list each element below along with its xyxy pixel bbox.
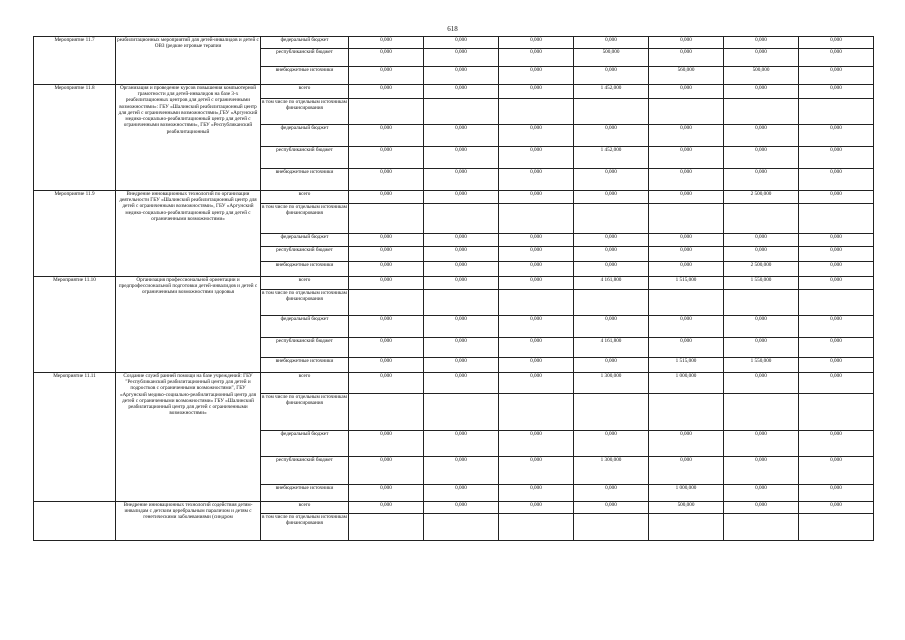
- event-description: Организация профессиональной ориентации и предпрофессиональной подготовки детей-инвалидов и детей с ограниченными возможностями здоровья: [116, 277, 261, 373]
- amount-cell: [574, 290, 649, 316]
- amount-cell: 0,000: [349, 262, 424, 277]
- amount-cell: 0,000: [424, 316, 499, 338]
- amount-cell: 0,000: [424, 457, 499, 485]
- amount-cell: 0,000: [499, 49, 574, 67]
- amount-cell: 500,000: [574, 49, 649, 67]
- amount-cell: 0,000: [574, 358, 649, 373]
- amount-cell: 0,000: [424, 191, 499, 204]
- amount-cell: 0,000: [649, 234, 724, 247]
- amount-cell: [724, 99, 799, 125]
- funding-source: в том числе по отдельным источникам финансирования: [261, 99, 349, 125]
- amount-cell: 0,000: [349, 485, 424, 502]
- funding-source: республиканский бюджет: [261, 457, 349, 485]
- amount-cell: 1 550,000: [724, 277, 799, 290]
- amount-cell: 0,000: [724, 125, 799, 147]
- amount-cell: 0,000: [649, 457, 724, 485]
- event-name: Мероприятие 11.8: [34, 85, 116, 191]
- amount-cell: [799, 394, 874, 431]
- amount-cell: 0,000: [349, 49, 424, 67]
- amount-cell: 0,000: [349, 358, 424, 373]
- amount-cell: 0,000: [724, 37, 799, 49]
- amount-cell: 1 000,000: [649, 373, 724, 394]
- amount-cell: 0,000: [499, 373, 574, 394]
- amount-cell: 0,000: [424, 67, 499, 85]
- amount-cell: 0,000: [574, 247, 649, 262]
- amount-cell: 0,000: [799, 373, 874, 394]
- amount-cell: 4 161,800: [574, 338, 649, 358]
- amount-cell: 0,000: [799, 247, 874, 262]
- funding-source: внебюджетные источники: [261, 169, 349, 191]
- amount-cell: 0,000: [649, 49, 724, 67]
- amount-cell: [574, 204, 649, 234]
- amount-cell: 0,000: [499, 234, 574, 247]
- amount-cell: [424, 394, 499, 431]
- amount-cell: 0,000: [724, 316, 799, 338]
- amount-cell: 0,000: [724, 85, 799, 99]
- amount-cell: 0,000: [799, 457, 874, 485]
- funding-source: всего: [261, 373, 349, 394]
- amount-cell: 2 500,000: [724, 191, 799, 204]
- event-description: Внедрение инновационных технологий по организации деятельности ГБУ «Шалинский реабилитационный центр для детей с ограниченными возможностями», ГБУ «Аргунский медико-социально-реабилитационный центр для детей с ограниченными возможностями»: [116, 191, 261, 277]
- funding-source: республиканский бюджет: [261, 49, 349, 67]
- event-name: [34, 502, 116, 541]
- amount-cell: 0,000: [424, 49, 499, 67]
- funding-source: федеральный бюджет: [261, 234, 349, 247]
- amount-cell: 0,000: [574, 169, 649, 191]
- amount-cell: 0,000: [424, 125, 499, 147]
- amount-cell: 0,000: [724, 147, 799, 169]
- amount-cell: [499, 394, 574, 431]
- funding-source: всего: [261, 191, 349, 204]
- amount-cell: 0,000: [499, 85, 574, 99]
- amount-cell: 0,000: [724, 431, 799, 457]
- amount-cell: [499, 204, 574, 234]
- funding-source: всего: [261, 277, 349, 290]
- amount-cell: [799, 514, 874, 541]
- funding-source: федеральный бюджет: [261, 125, 349, 147]
- amount-cell: 0,000: [724, 338, 799, 358]
- amount-cell: 0,000: [724, 457, 799, 485]
- amount-cell: 0,000: [649, 125, 724, 147]
- amount-cell: [724, 290, 799, 316]
- amount-cell: 0,000: [349, 191, 424, 204]
- amount-cell: 0,000: [499, 358, 574, 373]
- amount-cell: 1 452,000: [574, 147, 649, 169]
- amount-cell: 0,000: [349, 431, 424, 457]
- amount-cell: 0,000: [349, 457, 424, 485]
- amount-cell: 0,000: [349, 373, 424, 394]
- amount-cell: 0,000: [424, 277, 499, 290]
- amount-cell: 0,000: [349, 37, 424, 49]
- table-row: [34, 191, 874, 204]
- funding-source: в том числе по отдельным источникам финансирования: [261, 204, 349, 234]
- amount-cell: 0,000: [349, 169, 424, 191]
- amount-cell: 0,000: [649, 147, 724, 169]
- amount-cell: 4 161,800: [574, 277, 649, 290]
- amount-cell: 0,000: [424, 358, 499, 373]
- amount-cell: 1 000,000: [649, 485, 724, 502]
- amount-cell: 0,000: [574, 37, 649, 49]
- amount-cell: 0,000: [649, 431, 724, 457]
- amount-cell: 1 300,000: [574, 373, 649, 394]
- amount-cell: 0,000: [499, 147, 574, 169]
- amount-cell: 0,000: [574, 262, 649, 277]
- amount-cell: 0,000: [349, 247, 424, 262]
- event-name: Мероприятие 11.11: [34, 373, 116, 502]
- event-name: Мероприятие 11.10: [34, 277, 116, 373]
- amount-cell: [799, 99, 874, 125]
- amount-cell: 0,000: [649, 247, 724, 262]
- amount-cell: 0,000: [499, 485, 574, 502]
- funding-source: в том числе по отдельным источникам финансирования: [261, 394, 349, 431]
- funding-source: республиканский бюджет: [261, 338, 349, 358]
- amount-cell: 0,000: [724, 234, 799, 247]
- amount-cell: 0,000: [424, 234, 499, 247]
- amount-cell: 0,000: [799, 234, 874, 247]
- amount-cell: [724, 204, 799, 234]
- amount-cell: 0,000: [499, 277, 574, 290]
- amount-cell: 0,000: [424, 247, 499, 262]
- amount-cell: 0,000: [799, 358, 874, 373]
- funding-source: всего: [261, 85, 349, 99]
- amount-cell: 0,000: [349, 234, 424, 247]
- amount-cell: 0,000: [799, 485, 874, 502]
- amount-cell: [349, 394, 424, 431]
- amount-cell: 500,000: [724, 67, 799, 85]
- amount-cell: 0,000: [349, 316, 424, 338]
- amount-cell: 0,000: [349, 277, 424, 290]
- amount-cell: 0,000: [424, 169, 499, 191]
- amount-cell: [499, 99, 574, 125]
- amount-cell: 0,000: [499, 502, 574, 514]
- amount-cell: 0,000: [799, 85, 874, 99]
- amount-cell: [649, 290, 724, 316]
- amount-cell: [574, 99, 649, 125]
- event-name: Мероприятие 11.7: [34, 37, 116, 85]
- amount-cell: [424, 290, 499, 316]
- amount-cell: [499, 290, 574, 316]
- amount-cell: 2 500,000: [724, 262, 799, 277]
- amount-cell: [424, 514, 499, 541]
- amount-cell: 0,000: [799, 37, 874, 49]
- amount-cell: 0,000: [649, 85, 724, 99]
- amount-cell: 0,000: [649, 338, 724, 358]
- event-description: Внедрение инновационных технологий содействия детям-инвалидам с детским церебральным параличом и детям с генетическими заболеваниями (синдром: [116, 502, 261, 541]
- amount-cell: 0,000: [649, 262, 724, 277]
- amount-cell: 500,000: [649, 502, 724, 514]
- funding-source: в том числе по отдельным источникам финансирования: [261, 290, 349, 316]
- amount-cell: 0,000: [424, 147, 499, 169]
- amount-cell: 1 550,000: [724, 358, 799, 373]
- amount-cell: [649, 394, 724, 431]
- amount-cell: 0,000: [499, 67, 574, 85]
- amount-cell: 0,000: [349, 502, 424, 514]
- amount-cell: 0,000: [424, 262, 499, 277]
- amount-cell: 0,000: [499, 338, 574, 358]
- amount-cell: 0,000: [799, 191, 874, 204]
- funding-source: федеральный бюджет: [261, 316, 349, 338]
- amount-cell: [649, 514, 724, 541]
- amount-cell: 0,000: [574, 431, 649, 457]
- amount-cell: 0,000: [649, 191, 724, 204]
- amount-cell: 0,000: [799, 125, 874, 147]
- amount-cell: [424, 99, 499, 125]
- amount-cell: 0,000: [799, 502, 874, 514]
- funding-source: федеральный бюджет: [261, 37, 349, 49]
- amount-cell: 0,000: [424, 85, 499, 99]
- amount-cell: 1 300,000: [574, 457, 649, 485]
- amount-cell: 0,000: [499, 457, 574, 485]
- amount-cell: 0,000: [349, 338, 424, 358]
- amount-cell: 0,000: [799, 316, 874, 338]
- amount-cell: [349, 290, 424, 316]
- amount-cell: [424, 204, 499, 234]
- amount-cell: 0,000: [724, 373, 799, 394]
- amount-cell: [574, 394, 649, 431]
- amount-cell: [724, 514, 799, 541]
- amount-cell: 0,000: [574, 125, 649, 147]
- page-number: 618: [447, 25, 458, 33]
- amount-cell: 0,000: [424, 37, 499, 49]
- funding-source: внебюджетные источники: [261, 262, 349, 277]
- event-name: Мероприятие 11.9: [34, 191, 116, 277]
- amount-cell: [349, 514, 424, 541]
- amount-cell: 0,000: [724, 49, 799, 67]
- amount-cell: 0,000: [799, 338, 874, 358]
- amount-cell: 0,000: [724, 502, 799, 514]
- amount-cell: 0,000: [424, 485, 499, 502]
- amount-cell: 0,000: [424, 502, 499, 514]
- amount-cell: [349, 99, 424, 125]
- amount-cell: [574, 514, 649, 541]
- funding-source: в том числе по отдельным источникам финансирования: [261, 514, 349, 541]
- amount-cell: 0,000: [349, 125, 424, 147]
- amount-cell: 0,000: [799, 277, 874, 290]
- amount-cell: 0,000: [574, 191, 649, 204]
- amount-cell: [724, 394, 799, 431]
- amount-cell: 0,000: [499, 262, 574, 277]
- funding-source: республиканский бюджет: [261, 247, 349, 262]
- amount-cell: 0,000: [799, 169, 874, 191]
- amount-cell: 1 452,000: [574, 85, 649, 99]
- amount-cell: 0,000: [349, 85, 424, 99]
- amount-cell: 0,000: [499, 247, 574, 262]
- amount-cell: 1 515,000: [649, 277, 724, 290]
- amount-cell: 0,000: [349, 67, 424, 85]
- amount-cell: 0,000: [649, 169, 724, 191]
- funding-source: внебюджетные источники: [261, 358, 349, 373]
- amount-cell: 0,000: [799, 147, 874, 169]
- amount-cell: 0,000: [799, 431, 874, 457]
- amount-cell: 0,000: [574, 502, 649, 514]
- event-description: реабилитационных мероприятий для детей-инвалидов и детей с ОВЗ (редкие игровые терапии: [116, 37, 261, 85]
- amount-cell: 0,000: [349, 147, 424, 169]
- amount-cell: 0,000: [499, 316, 574, 338]
- amount-cell: 0,000: [574, 67, 649, 85]
- amount-cell: 0,000: [499, 37, 574, 49]
- amount-cell: 0,000: [499, 191, 574, 204]
- amount-cell: [649, 99, 724, 125]
- funding-source: федеральный бюджет: [261, 431, 349, 457]
- event-description: Создание служб ранней помощи на базе учреждений: ГБУ "Республиканский реабилитационный центр для детей и подростков с ограниченными возможностями", ГБУ «Аргунский медико-социально-реабилитационный центр для детей с ограниченными возможностями» ГБУ «Шалинский реабилитационный центр для детей с ограниченными возможностями»: [116, 373, 261, 502]
- amount-cell: 0,000: [574, 234, 649, 247]
- funding-source: республиканский бюджет: [261, 147, 349, 169]
- amount-cell: 0,000: [724, 485, 799, 502]
- amount-cell: 0,000: [724, 247, 799, 262]
- amount-cell: 0,000: [499, 431, 574, 457]
- table-row: [34, 277, 874, 290]
- event-description: Организация и проведение курсов повышения компьютерной грамотности для детей-инвалидов на базе 3-х реабилитационных центров для детей с ограниченными возможностями»: ГБУ «Шалинский реабилитационный центр для детей с ограниченными возможностями»,ГБУ «Аргунский медико-социально-реабилитационный центр для детей с ограниченными возможностями», ГБУ «Республиканский реабилитационный: [116, 85, 261, 191]
- amount-cell: 0,000: [499, 125, 574, 147]
- amount-cell: 0,000: [574, 485, 649, 502]
- funding-source: внебюджетные источники: [261, 67, 349, 85]
- amount-cell: [649, 204, 724, 234]
- funding-source: внебюджетные источники: [261, 485, 349, 502]
- amount-cell: 1 515,000: [649, 358, 724, 373]
- budget-table: [33, 36, 874, 541]
- amount-cell: 0,000: [799, 49, 874, 67]
- amount-cell: 0,000: [424, 338, 499, 358]
- funding-source: всего: [261, 502, 349, 514]
- amount-cell: 0,000: [799, 67, 874, 85]
- amount-cell: 0,000: [649, 316, 724, 338]
- amount-cell: 0,000: [574, 316, 649, 338]
- amount-cell: 0,000: [724, 169, 799, 191]
- table-row: [34, 502, 874, 514]
- amount-cell: 0,000: [499, 169, 574, 191]
- amount-cell: 560,000: [649, 67, 724, 85]
- amount-cell: [349, 204, 424, 234]
- amount-cell: [799, 290, 874, 316]
- amount-cell: 0,000: [424, 373, 499, 394]
- table-row: [34, 37, 874, 49]
- amount-cell: [499, 514, 574, 541]
- table-row: [34, 85, 874, 99]
- table-row: [34, 373, 874, 394]
- amount-cell: 0,000: [799, 262, 874, 277]
- amount-cell: [799, 204, 874, 234]
- amount-cell: 0,000: [424, 431, 499, 457]
- amount-cell: 0,000: [649, 37, 724, 49]
